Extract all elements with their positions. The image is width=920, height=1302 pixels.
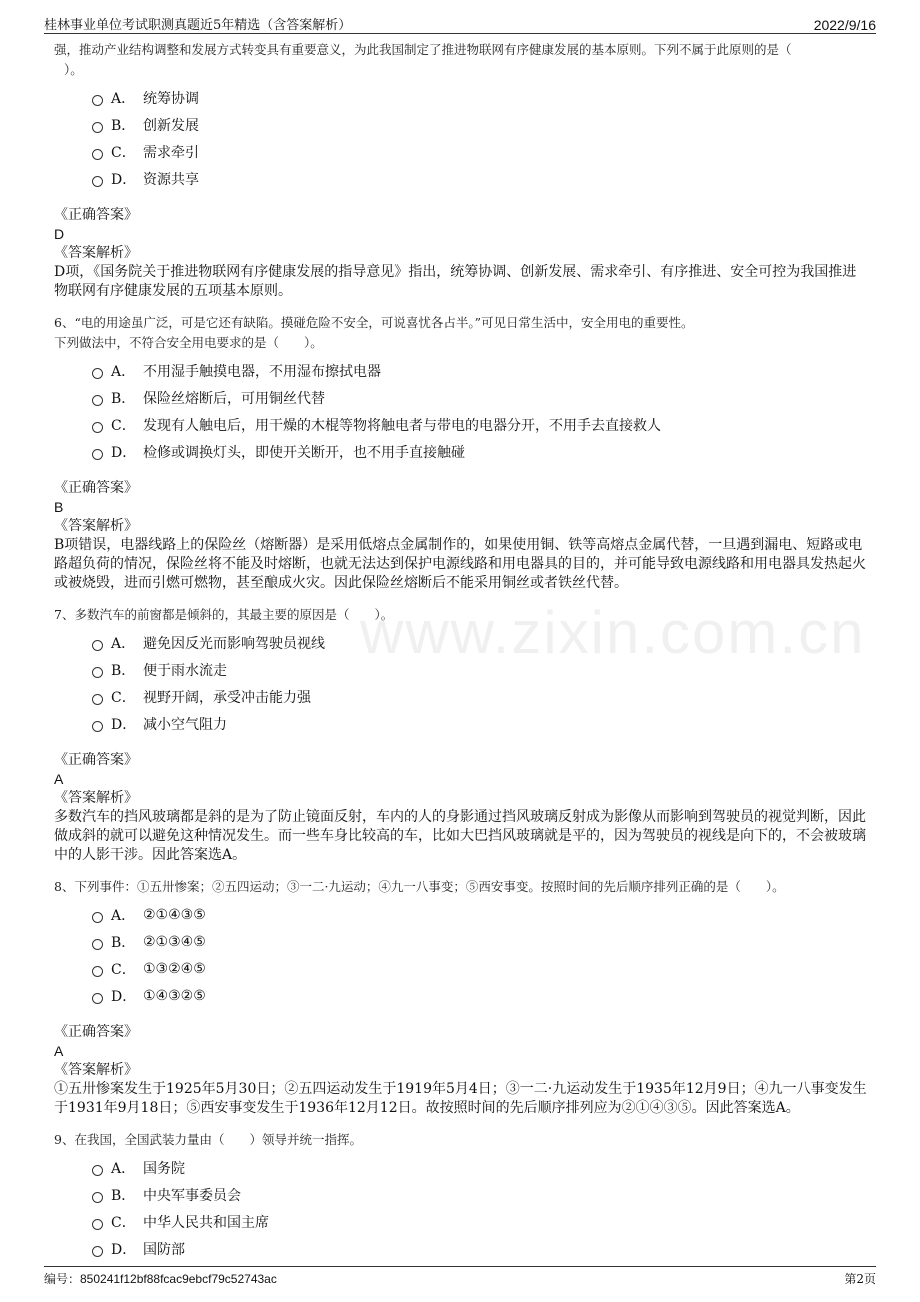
page-number: 第2页 [844, 1271, 876, 1286]
options-q8 [92, 901, 870, 1009]
answer-value: B [54, 499, 64, 515]
answer-value: D [54, 226, 65, 242]
document-code: 编号：850241f12bf88fcac9ebcf79c52743ac [44, 1271, 277, 1286]
question-text: 9、在我国，全国武装力量由（ ）领导并统一指挥。 [54, 1132, 362, 1147]
radio-icon[interactable] [92, 449, 103, 460]
option-d[interactable]: D． ①④③②⑤ [92, 982, 870, 1009]
radio-icon[interactable] [92, 122, 103, 133]
page-footer [44, 1266, 876, 1289]
radio-icon[interactable] [92, 667, 103, 678]
option-d[interactable]: D． 资源共享 [92, 165, 870, 192]
analysis-label: 《答案解析》 [54, 790, 138, 806]
radio-icon[interactable] [92, 939, 103, 950]
radio-icon[interactable] [92, 395, 103, 406]
option-b[interactable]: B． 创新发展 [92, 111, 870, 138]
radio-icon[interactable] [92, 176, 103, 187]
answer-value: A [54, 771, 64, 787]
option-a[interactable]: A． ②①④③⑤ [92, 901, 870, 928]
option-a[interactable]: A． 国务院 [92, 1154, 870, 1181]
radio-icon[interactable] [92, 993, 103, 1004]
radio-icon[interactable] [92, 149, 103, 160]
intro-line-2: ）。 [64, 62, 83, 77]
analysis-text: 多数汽车的挡风玻璃都是斜的是为了防止镜面反射，车内的人的身影通过挡风玻璃反射成为影像从而影响到驾驶员的视觉判断，因此做成斜的就可以避免这种情况发生。而一些车身比较高的车，比如大巴挡风玻璃就是平的，因为驾驶员的视线是向下的，不会被玻璃中的人影干涉。因此答案选A。 [54, 809, 866, 863]
radio-icon[interactable] [92, 1246, 103, 1257]
option-b[interactable]: B． ②①③④⑤ [92, 928, 870, 955]
radio-icon[interactable] [92, 1219, 103, 1230]
options-q6 [92, 357, 870, 465]
analysis-label: 《答案解析》 [54, 1062, 138, 1078]
analysis-label: 《答案解析》 [54, 245, 138, 261]
radio-icon[interactable] [92, 694, 103, 705]
analysis-text: B项错误，电器线路上的保险丝（熔断器）是采用低熔点金属制作的，如果使用铜、铁等高熔点金属代替，一旦遇到漏电、短路或电路超负荷的情况，保险丝将不能及时熔断，也就无法达到保护电源线路和用电器具的目的，并可能导致电源线路和用电器具发热起火或被烧毁，进而引燃可燃物，甚至酿成火灾。因此保险丝熔断后不能采用铜丝或者铁丝代替。 [54, 537, 866, 591]
radio-icon[interactable] [92, 422, 103, 433]
options-q7 [92, 629, 870, 737]
answer-label: 《正确答案》 [54, 207, 138, 223]
radio-icon[interactable] [92, 966, 103, 977]
option-b[interactable]: B． 保险丝熔断后，可用铜丝代替 [92, 384, 870, 411]
option-c[interactable]: C． 中华人民共和国主席 [92, 1208, 870, 1235]
analysis-text: ①五卅惨案发生于1925年5月30日；②五四运动发生于1919年5月4日；③一二·九运动发生于1935年12月9日；④九一八事变发生于1931年9月18日；⑤西安事变发生于1936年12月12日。故按照时间的先后顺序排列应为②①④③⑤。因此答案选A。 [54, 1081, 867, 1116]
radio-icon[interactable] [92, 1192, 103, 1203]
answer-value: A [54, 1043, 64, 1059]
options-q9 [92, 1154, 870, 1262]
intro-line-1: 强，推动产业结构调整和发展方式转变具有重要意义，为此我国制定了推进物联网有序健康发展的基本原则。下列不属于此原则的是（ [54, 42, 792, 57]
radio-icon[interactable] [92, 95, 103, 106]
option-b[interactable]: B． 便于雨水流走 [92, 656, 870, 683]
document-title: 桂林事业单位考试职测真题近5年精选（含答案解析） [44, 18, 352, 33]
option-d[interactable]: D． 减小空气阻力 [92, 710, 870, 737]
header-date: 2022/9/16 [813, 17, 876, 33]
option-a[interactable]: A． 避免因反光而影响驾驶员视线 [92, 629, 870, 656]
answer-label: 《正确答案》 [54, 480, 138, 496]
radio-icon[interactable] [92, 368, 103, 379]
question-content [54, 40, 870, 1272]
option-c[interactable]: C． 视野开阔，承受冲击能力强 [92, 683, 870, 710]
radio-icon[interactable] [92, 1165, 103, 1176]
radio-icon[interactable] [92, 912, 103, 923]
option-b[interactable]: B． 中央军事委员会 [92, 1181, 870, 1208]
option-a[interactable]: A． 统筹协调 [92, 84, 870, 111]
page-header [44, 11, 876, 34]
analysis-text: D项，《国务院关于推进物联网有序健康发展的指导意见》指出，统筹协调、创新发展、需求牵引、有序推进、安全可控为我国推进物联网有序健康发展的五项基本原则。 [54, 264, 857, 299]
question-text: 6、“电的用途虽广泛，可是它还有缺陷。摸碰危险不安全，可说喜忧各占半。”可见日常生活中，安全用电的重要性。 [54, 315, 694, 330]
option-d[interactable]: D． 检修或调换灯头，即使开关断开，也不用手直接触碰 [92, 438, 870, 465]
option-a[interactable]: A． 不用湿手触摸电器，不用湿布擦拭电器 [92, 357, 870, 384]
answer-label: 《正确答案》 [54, 1024, 138, 1040]
radio-icon[interactable] [92, 640, 103, 651]
option-d[interactable]: D． 国防部 [92, 1235, 870, 1262]
radio-icon[interactable] [92, 721, 103, 732]
option-c[interactable]: C． 发现有人触电后，用干燥的木棍等物将触电者与带电的电器分开，不用手去直接救人 [92, 411, 870, 438]
option-c[interactable]: C． 需求牵引 [92, 138, 870, 165]
analysis-label: 《答案解析》 [54, 518, 138, 534]
options-q5 [92, 84, 870, 192]
question-text: 8、下列事件：①五卅惨案；②五四运动；③一二·九运动；④九一八事变；⑤西安事变。按照时间的先后顺序排列正确的是（ ）。 [54, 879, 785, 894]
question-text: 7、多数汽车的前窗都是倾斜的，其最主要的原因是（ ）。 [54, 607, 394, 622]
answer-label: 《正确答案》 [54, 752, 138, 768]
option-c[interactable]: C． ①③②④⑤ [92, 955, 870, 982]
question-text-2: 下列做法中，不符合安全用电要求的是（ ）。 [54, 335, 323, 350]
watermark: www.zixin.com.cn [360, 599, 866, 666]
